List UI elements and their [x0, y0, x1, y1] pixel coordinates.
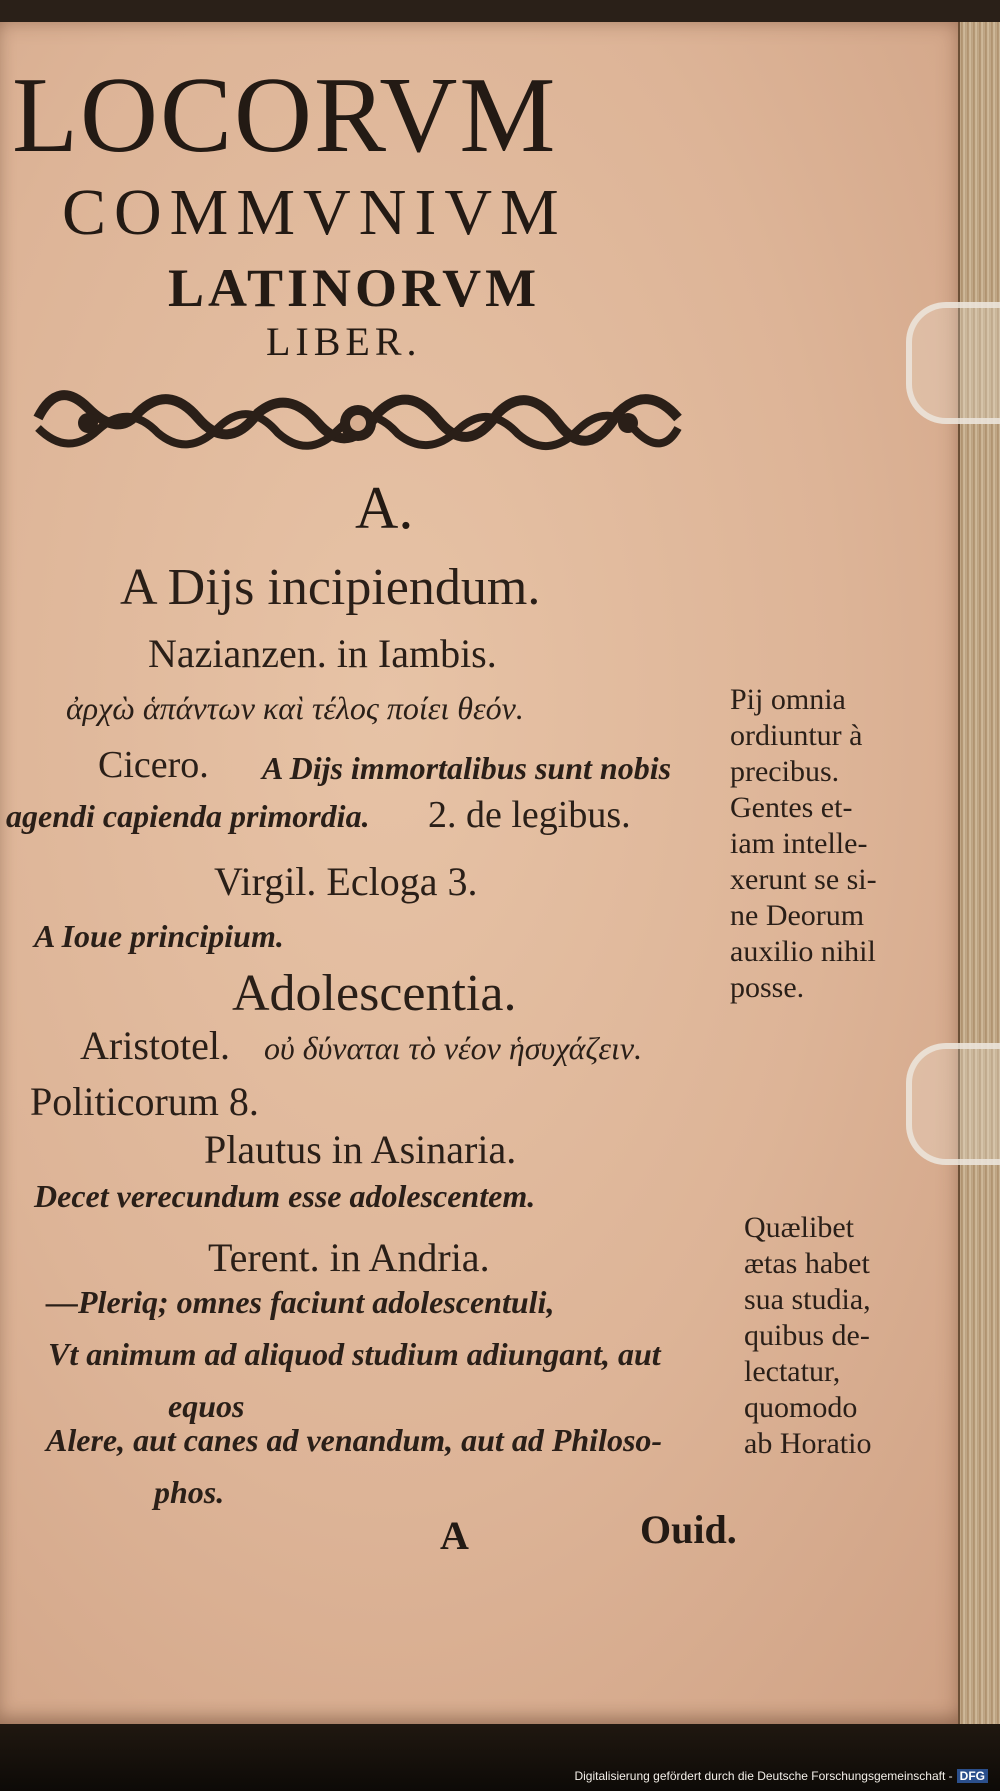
line-terent: Terent. in Andria. [208, 1235, 490, 1280]
ornament-band [28, 368, 688, 468]
heading-dijs: A Dijs incipiendum. [120, 559, 541, 616]
line-ioue: A Ioue principium. [34, 918, 284, 954]
line-nazianzen: Nazianzen. in Iambis. [148, 631, 497, 676]
line-cicero-author: Cicero. [98, 744, 209, 786]
line-greek-2: οὐ δύναται τὸ νέον ἡσυχάζειν. [264, 1030, 643, 1066]
margin-note-1: Pij omnia ordiuntur à precibus. Gentes et- iam intelle- xerunt se si- ne Deorum auxilio nihil posse. [730, 683, 877, 1004]
page-edges [958, 22, 1000, 1726]
catchword: Ouid. [640, 1507, 737, 1552]
line-vt: Vt animum ad aliquod studium adiungant, aut [48, 1336, 661, 1372]
line-plautus: Plautus in Asinaria. [204, 1127, 517, 1172]
section-letter: A. [355, 475, 414, 541]
page-subtitle-3: LIBER. [266, 319, 422, 364]
line-cicero-source: 2. de legibus. [428, 794, 631, 836]
page-title: LOCORVM [12, 56, 558, 175]
signature-mark: A [440, 1513, 469, 1558]
heading-adolescentia: Adolescentia. [232, 965, 517, 1022]
line-cicero-quote: A Dijs immortalibus sunt nobis [262, 750, 672, 786]
line-virgil: Virgil. Ecloga 3. [214, 859, 478, 904]
line-greek-1: ἀρχὼ ἁπάντων καὶ τέλος ποίει θεόν. [66, 690, 524, 726]
page-subtitle: COMMVNIVM [62, 176, 567, 249]
margin-note-2: Quælibet ætas habet sua studia, quibus de- lectatur, quomodo ab Horatio [744, 1211, 872, 1460]
book-clip-bottom [906, 1043, 1000, 1165]
footer-text: Digitalisierung gefördert durch die Deutsche Forschungsgemeinschaft - [574, 1769, 953, 1783]
page-subtitle-2: LATINORVM [168, 258, 541, 318]
line-pleriq: —Pleriq; omnes faciunt adolescentuli, [46, 1284, 555, 1320]
line-decet: Decet verecundum esse adolescentem. [34, 1178, 536, 1214]
line-politicorum: Politicorum 8. [30, 1079, 259, 1124]
book-clip-top [906, 302, 1000, 424]
footer-credit [574, 1770, 988, 1782]
dfg-badge: DFG [957, 1769, 988, 1783]
line-alere: Alere, aut canes ad venandum, aut ad Philoso- [46, 1422, 663, 1458]
line-phos: phos. [154, 1474, 225, 1510]
line-cicero-quote-2: agendi capienda primordia. [6, 798, 370, 834]
line-equos: equos [168, 1388, 245, 1424]
line-aristotel: Aristotel. [80, 1023, 230, 1068]
